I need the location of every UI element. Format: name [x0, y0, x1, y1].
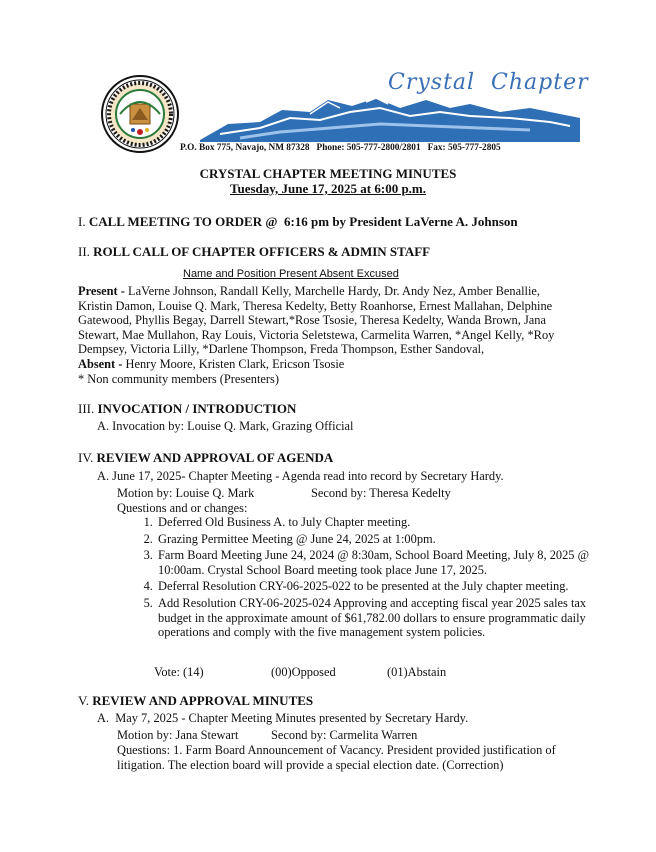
agenda-questions-label: Questions and or changes:	[117, 501, 248, 515]
present-names: LaVerne Johnson, Randall Kelly, Marchelle Hardy, Dr. Andy Nez, Amber Benallie,	[124, 284, 541, 298]
agenda-second-by: Second by: Theresa Kedelty	[311, 486, 451, 500]
minutes-second-by: Second by: Carmelita Warren	[271, 728, 418, 742]
letterhead-address: P.O. Box 775, Navajo, NM 87328 Phone: 505-777-2800/2801 Fax: 505-777-2805	[180, 143, 501, 153]
agenda-item-a: A. June 17, 2025- Chapter Meeting - Agenda read into record by Secretary Hardy.	[97, 469, 504, 483]
section-1-numeral: I.	[78, 214, 86, 229]
chapter-name-logo: Crystal Chapter	[388, 70, 589, 95]
absent-label: Absent -	[78, 356, 123, 371]
present-list	[78, 284, 554, 386]
present-line: Dempsey, Victoria Lilly, *Darlene Thompson, Freda Thompson, Esther Sandoval,	[78, 342, 485, 357]
agenda-motion-by: Motion by: Louise Q. Mark	[117, 486, 255, 500]
section-5-numeral: V.	[78, 693, 89, 708]
present-line: Gatewood, Phyllis Begay, Darrell Stewart,*Rose Tsosie, Theresa Kedelty, Wanda Brown, Jana	[78, 313, 546, 328]
section-3-numeral: III.	[78, 401, 95, 416]
navajo-nation-seal	[100, 74, 180, 154]
present-line: Stewart, Mae Mullahon, Ray Louis, Victoria Seletstewa, Carmelita Warren, *Angel Kelly, *Roy	[78, 327, 555, 342]
agenda-abstain: (01)Abstain	[387, 665, 447, 679]
absent-line	[78, 357, 554, 372]
agenda-vote: Vote: (14)	[154, 665, 204, 679]
section-3-heading	[78, 401, 296, 417]
agenda-changes-list	[124, 515, 616, 642]
list-item: 5. Add Resolution CRY-06-2025-024 Approving and accepting fiscal year 2025 sales tax budget in the approximate amount of $61,782.00 dollars to ensure programmatic daily operations and comply with the five management system policies.	[156, 596, 616, 640]
present-label: Present -	[78, 284, 125, 298]
list-item: 1. Deferred Old Business A. to July Chapter meeting.	[156, 515, 616, 530]
section-1-heading	[78, 214, 518, 230]
presenters-note: * Non community members (Presenters)	[78, 371, 279, 386]
minutes-item-a: A. May 7, 2025 - Chapter Meeting Minutes presented by Secretary Hardy.	[97, 711, 469, 725]
section-3-title: INVOCATION / INTRODUCTION	[97, 401, 297, 416]
absent-names: Henry Moore, Kristen Clark, Ericson Tsosie	[122, 356, 345, 371]
agenda-opposed: (00)Opposed	[271, 665, 336, 679]
section-4-title: REVIEW AND APPROVAL OF AGENDA	[96, 450, 334, 465]
present-line	[78, 284, 554, 299]
list-item: 3. Farm Board Meeting June 24, 2024 @ 8:30am, School Board Meeting, July 8, 2025 @ 10:00am. Crystal School Board meeting took place June 17, 2025.	[156, 548, 616, 577]
list-item: 4. Deferral Resolution CRY-06-2025-022 to be presented at the July chapter meeting.	[156, 579, 616, 594]
section-4-numeral: IV.	[78, 450, 94, 465]
section-2-heading	[78, 244, 430, 260]
meeting-date: Tuesday, June 17, 2025 at 6:00 p.m.	[230, 181, 426, 196]
list-item: 2. Grazing Permittee Meeting @ June 24, 2025 at 1:00pm.	[156, 532, 616, 547]
minutes-questions-line: Questions: 1. Farm Board Announcement of Vacancy. President provided justification of	[117, 743, 556, 757]
section-5-heading	[78, 693, 313, 709]
section-2-title: ROLL CALL OF CHAPTER OFFICERS & ADMIN STAFF	[93, 244, 431, 259]
document-title: CRYSTAL CHAPTER MEETING MINUTES	[199, 166, 457, 181]
section-1-title: CALL MEETING TO ORDER @ 6:16 pm by President LaVerne A. Johnson	[88, 214, 518, 229]
section-4-heading	[78, 450, 333, 466]
section-2-numeral: II.	[78, 244, 90, 259]
section-5-title: REVIEW AND APPROVAL MINUTES	[92, 693, 314, 708]
minutes-motion-by: Motion by: Jana Stewart	[117, 728, 239, 742]
present-line: Kristin Damon, Louise Q. Mark, Theresa Kedelty, Betty Roanhorse, Ernest Mallahan, Delphine	[78, 298, 553, 313]
invocation-item: A. Invocation by: Louise Q. Mark, Grazing Official	[97, 419, 354, 433]
minutes-questions-line: litigation. The election board will provide a special election date. (Correction)	[117, 758, 504, 772]
roll-call-column-header: Name and Position Present Absent Excused	[183, 268, 399, 280]
